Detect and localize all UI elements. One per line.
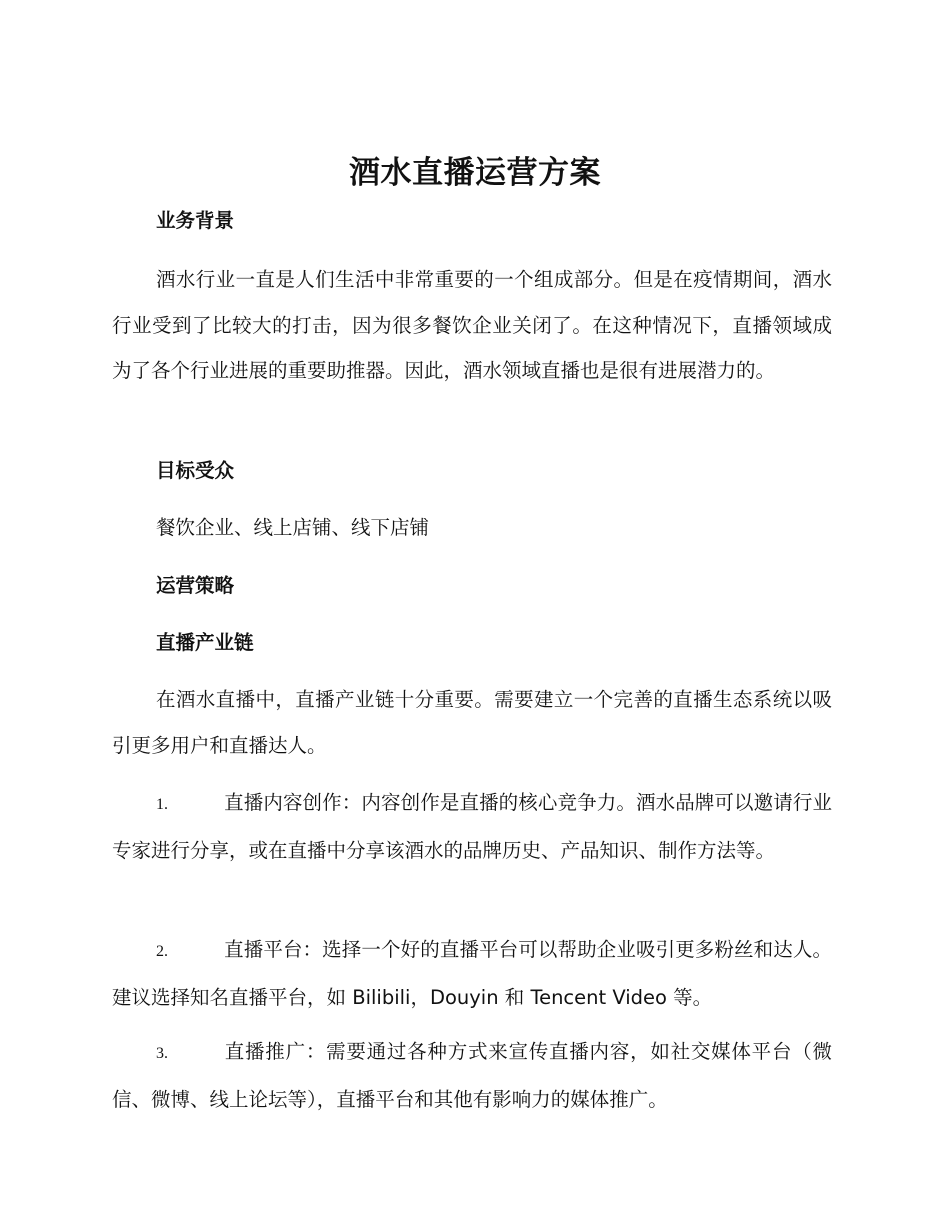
heading-business-background: 业务背景 — [156, 209, 235, 232]
list-item-content-creation — [112, 780, 832, 873]
heading-live-industry-chain: 直播产业链 — [156, 631, 254, 654]
list-item-live-promotion — [112, 1029, 832, 1122]
list-number: 1. — [156, 796, 168, 813]
list-number: 3. — [156, 1045, 168, 1062]
list-item-text: 直播推广：需要通过各种方式来宣传直播内容，如社交媒体平台（微信、微博、线上论坛等），直播平台和其他有影响力的媒体推广。 — [112, 1040, 832, 1111]
heading-target-audience: 目标受众 — [156, 459, 235, 482]
paragraph-business-background: 酒水行业一直是人们生活中非常重要的一个组成部分。但是在疫情期间，酒水行业受到了比较大的打击，因为很多餐饮企业关闭了。在这种情况下，直播领域成为了各个行业进展的重要助推器。因此，酒水领域直播也是很有进展潜力的。 — [112, 268, 832, 382]
paragraph-live-industry-chain: 在酒水直播中，直播产业链十分重要。需要建立一个完善的直播生态系统以吸引更多用户和直播达人。 — [112, 688, 832, 757]
document-title: 酒水直播运营方案 — [349, 155, 601, 191]
paragraph-target-audience: 餐饮企业、线上店铺、线下店铺 — [156, 516, 430, 539]
list-item-text: 直播平台：选择一个好的直播平台可以帮助企业吸引更多粉丝和达人。建议选择知名直播平台，如 Bilibili，Douyin 和 Tencent Video 等。 — [112, 938, 832, 1009]
list-item-live-platform — [112, 927, 832, 1020]
heading-operation-strategy: 运营策略 — [156, 574, 235, 597]
list-number: 2. — [156, 943, 168, 960]
list-item-text: 直播内容创作：内容创作是直播的核心竞争力。酒水品牌可以邀请行业专家进行分享，或在直播中分享该酒水的品牌历史、产品知识、制作方法等。 — [112, 791, 832, 862]
